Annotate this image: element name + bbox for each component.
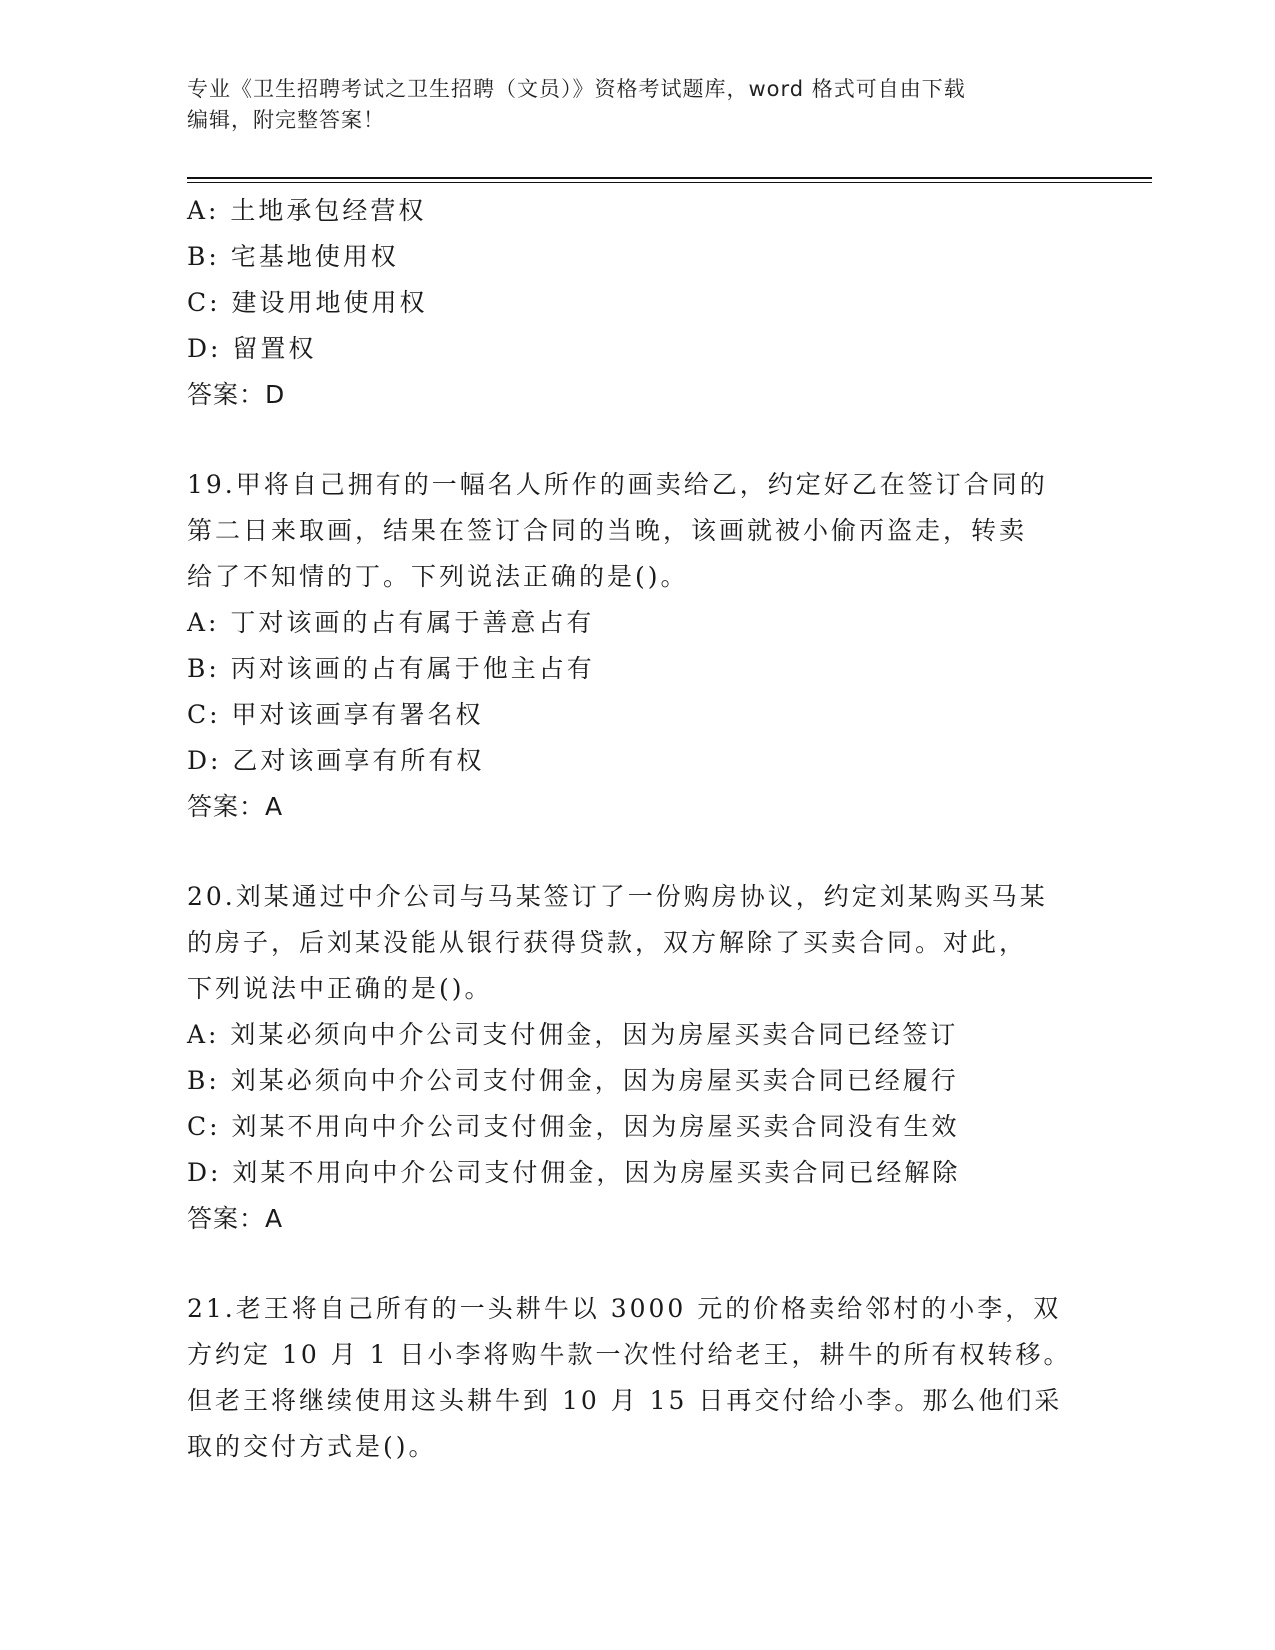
question-20 — [187, 874, 1087, 1242]
option-b: B: 宅基地使用权 — [187, 242, 399, 271]
question-spacer — [187, 830, 1087, 874]
question-text-line: 方约定 10 月 1 日小李将购牛款一次性付给老王，耕牛的所有权转移。 — [187, 1340, 1072, 1369]
question-21 — [187, 1286, 1087, 1470]
question-18 — [187, 188, 1087, 418]
option-d: D: 乙对该画享有所有权 — [187, 746, 485, 775]
question-19 — [187, 462, 1087, 830]
answer-line: 答案：D — [187, 380, 286, 409]
option-a: A: 刘某必须向中介公司支付佣金，因为房屋买卖合同已经签订 — [187, 1020, 959, 1049]
option-c: C: 建设用地使用权 — [187, 288, 428, 317]
question-text-line: 但老王将继续使用这头耕牛到 10 月 15 日再交付给小李。那么他们采 — [187, 1386, 1063, 1415]
question-text-line: 21.老王将自己所有的一头耕牛以 3000 元的价格卖给邻村的小李，双 — [187, 1294, 1062, 1323]
question-text — [187, 462, 1087, 600]
question-spacer — [187, 418, 1087, 462]
question-spacer — [187, 1242, 1087, 1286]
question-text-line: 的房子，后刘某没能从银行获得贷款，双方解除了买卖合同。对此， — [187, 928, 1028, 957]
question-text-line: 19.甲将自己拥有的一幅名人所作的画卖给乙，约定好乙在签订合同的 — [187, 470, 1048, 499]
document-header — [187, 74, 1087, 136]
question-text-line: 下列说法中正确的是()。 — [187, 974, 493, 1003]
option-a: A: 丁对该画的占有属于善意占有 — [187, 608, 595, 637]
header-line-2: 编辑，附完整答案！ — [187, 108, 385, 132]
option-c: C: 甲对该画享有署名权 — [187, 700, 484, 729]
option-d: D: 留置权 — [187, 334, 317, 363]
answer-line: 答案：A — [187, 792, 284, 821]
header-divider-thin — [187, 182, 1152, 183]
option-a: A: 土地承包经营权 — [187, 196, 427, 225]
question-content — [187, 188, 1087, 1470]
question-text-line: 取的交付方式是()。 — [187, 1432, 437, 1461]
option-b: B: 刘某必须向中介公司支付佣金，因为房屋买卖合同已经履行 — [187, 1066, 959, 1095]
answer-line: 答案：A — [187, 1204, 284, 1233]
question-text — [187, 1286, 1087, 1470]
question-text — [187, 874, 1087, 1012]
option-d: D: 刘某不用向中介公司支付佣金，因为房屋买卖合同已经解除 — [187, 1158, 961, 1187]
question-text-line: 20.刘某通过中介公司与马某签订了一份购房协议，约定刘某购买马某 — [187, 882, 1048, 911]
header-line-1: 专业《卫生招聘考试之卫生招聘（文员）》资格考试题库，word 格式可自由下载 — [187, 77, 966, 101]
header-divider-thick — [187, 177, 1152, 179]
option-b: B: 丙对该画的占有属于他主占有 — [187, 654, 595, 683]
option-c: C: 刘某不用向中介公司支付佣金，因为房屋买卖合同没有生效 — [187, 1112, 960, 1141]
question-text-line: 给了不知情的丁。下列说法正确的是()。 — [187, 562, 689, 591]
question-text-line: 第二日来取画，结果在签订合同的当晚，该画就被小偷丙盗走，转卖 — [187, 516, 1028, 545]
